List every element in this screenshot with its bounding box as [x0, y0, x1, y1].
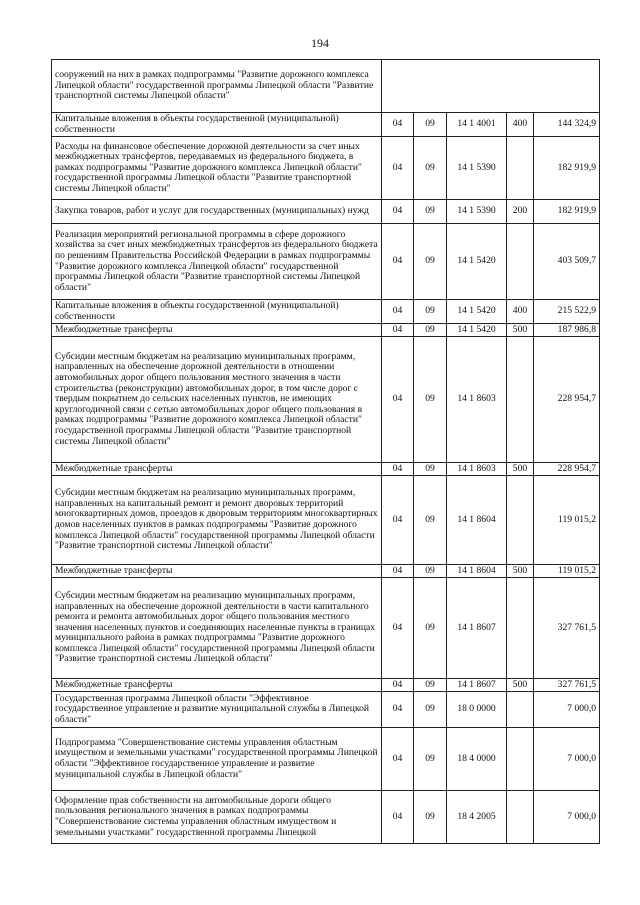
budget-table-body: [52, 60, 600, 844]
row-name: Межбюджетные трансферты: [52, 463, 382, 476]
row-subsection: 09: [414, 565, 447, 578]
row-kind: [507, 578, 534, 679]
row-amount: 7 000,0: [534, 692, 600, 728]
row-kind: 500: [507, 679, 534, 692]
row-name: Капитальные вложения в объекты государственной (муниципальной) собственности: [52, 300, 382, 324]
row-name: Межбюджетные трансферты: [52, 679, 382, 692]
row-subsection: 09: [414, 692, 447, 728]
row-name: Закупка товаров, работ и услуг для государственных (муниципальных) нужд: [52, 200, 382, 224]
row-subsection: 09: [414, 137, 447, 200]
row-article: 14 1 5390: [447, 137, 507, 200]
row-subsection: 09: [414, 463, 447, 476]
row-amount: 327 761,5: [534, 578, 600, 679]
row-section: 04: [382, 337, 414, 463]
row-subsection: 09: [414, 200, 447, 224]
row-subsection: 09: [414, 791, 447, 844]
row-name: Субсидии местным бюджетам на реализацию муниципальных программ, направленных на обеспечение дорожной деятельности в отношении автомобильных дорог общего пользования местного значения в части строительства (реконструкции) автомобильных дорог, в том числе дорог с твердым покрытием до сельских населенных пунктов, не имеющих круглогодичной связи с сетью автомобильных дорог общего пользования в рамках подпрограммы "Развитие дорожного комплекса Липецкой области" государственной программы Липецкой области "Развитие транспортной системы Липецкой области": [52, 337, 382, 463]
row-amount: 7 000,0: [534, 791, 600, 844]
row-article: 14 1 5420: [447, 324, 507, 337]
row-empty-cells: [382, 60, 600, 113]
row-name: Подпрограмма "Совершенствование системы управления областным имуществом и земельными участками" государственной программы Липецкой области "Эффективное государственное управление и развитие муниципальной службы в Липецкой области": [52, 728, 382, 791]
row-name: Оформление прав собственности на автомобильные дороги общего пользования регионального значения в рамках подпрограммы "Совершенствование системы управления областным имуществом и земельными участками" государственной программы Липецкой: [52, 791, 382, 844]
table-row: [52, 337, 600, 463]
row-article: 14 1 8604: [447, 476, 507, 565]
row-subsection: 09: [414, 679, 447, 692]
row-article: 14 1 5420: [447, 224, 507, 300]
row-kind: 400: [507, 300, 534, 324]
table-row: [52, 300, 600, 324]
row-kind: 500: [507, 463, 534, 476]
row-name: Реализация мероприятий региональной программы в сфере дорожного хозяйства за счет иных межбюджетных трансфертов из федерального бюджета по решениям Правительства Российской Федерации в рамках подпрограммы "Развитие дорожного комплекса Липецкой области" государственной программы Липецкой области "Развитие транспортной системы Липецкой области": [52, 224, 382, 300]
row-subsection: 09: [414, 224, 447, 300]
row-subsection: 09: [414, 476, 447, 565]
table-row: [52, 224, 600, 300]
row-subsection: 09: [414, 300, 447, 324]
row-section: 04: [382, 113, 414, 137]
row-section: 04: [382, 224, 414, 300]
row-kind: 200: [507, 200, 534, 224]
row-article: 14 1 8604: [447, 565, 507, 578]
table-row: [52, 60, 600, 113]
table-row: [52, 137, 600, 200]
row-subsection: 09: [414, 337, 447, 463]
row-name: Межбюджетные трансферты: [52, 324, 382, 337]
row-name: сооружений на них в рамках подпрограммы "Развитие дорожного комплекса Липецкой области" государственной программы Липецкой области "Развитие транспортной системы Липецкой области": [52, 60, 382, 113]
row-article: 14 1 4001: [447, 113, 507, 137]
row-section: 04: [382, 679, 414, 692]
row-amount: 187 986,8: [534, 324, 600, 337]
row-kind: [507, 137, 534, 200]
row-amount: 7 000,0: [534, 728, 600, 791]
table-row: [52, 578, 600, 679]
row-article: 18 4 0000: [447, 728, 507, 791]
row-article: 14 1 8603: [447, 463, 507, 476]
row-amount: 228 954,7: [534, 337, 600, 463]
row-section: 04: [382, 728, 414, 791]
table-row: [52, 200, 600, 224]
row-article: 14 1 8607: [447, 679, 507, 692]
row-kind: [507, 728, 534, 791]
table-row: [52, 113, 600, 137]
row-amount: 182 919,9: [534, 200, 600, 224]
row-section: 04: [382, 200, 414, 224]
table-row: [52, 791, 600, 844]
table-row: [52, 463, 600, 476]
row-section: 04: [382, 324, 414, 337]
row-kind: [507, 692, 534, 728]
row-kind: [507, 791, 534, 844]
row-article: 18 4 2005: [447, 791, 507, 844]
table-row: [52, 324, 600, 337]
row-kind: 500: [507, 324, 534, 337]
row-subsection: 09: [414, 728, 447, 791]
row-name: Субсидии местным бюджетам на реализацию муниципальных программ, направленных на капитальный ремонт и ремонт дворовых территорий многоквартирных домов, проездов к дворовым территориям многоквартирных домов населенных пунктов в рамках подпрограммы "Развитие дорожного комплекса Липецкой области" государственной программы Липецкой области "Развитие транспортной системы Липецкой области": [52, 476, 382, 565]
table-row: [52, 692, 600, 728]
row-subsection: 09: [414, 578, 447, 679]
budget-table: [51, 59, 600, 844]
row-name: Расходы на финансовое обеспечение дорожной деятельности за счет иных межбюджетных трансфертов, передаваемых из федерального бюджета, в рамках подпрограммы "Развитие дорожного комплекса Липецкой области" государственной программы Липецкой области "Развитие транспортной системы Липецкой области": [52, 137, 382, 200]
row-kind: [507, 337, 534, 463]
row-amount: 119 015,2: [534, 565, 600, 578]
row-section: 04: [382, 476, 414, 565]
table-row: [52, 679, 600, 692]
row-name: Субсидии местным бюджетам на реализацию муниципальных программ, направленных на обеспечение дорожной деятельности в части капитального ремонта и ремонта автомобильных дорог общего пользования местного значения населенных пунктов и соединяющих населенные пункты в границах муниципального района в рамках подпрограммы "Развитие дорожного комплекса Липецкой области" государственной программы Липецкой области "Развитие транспортной системы Липецкой области": [52, 578, 382, 679]
row-name: Государственная программа Липецкой области "Эффективное государственное управление и развитие муниципальной службы в Липецкой области": [52, 692, 382, 728]
row-kind: 400: [507, 113, 534, 137]
row-subsection: 09: [414, 113, 447, 137]
table-row: [52, 728, 600, 791]
row-name: Капитальные вложения в объекты государственной (муниципальной) собственности: [52, 113, 382, 137]
row-name: Межбюджетные трансферты: [52, 565, 382, 578]
row-article: 14 1 8607: [447, 578, 507, 679]
row-section: 04: [382, 692, 414, 728]
row-kind: 500: [507, 565, 534, 578]
row-kind: [507, 224, 534, 300]
row-section: 04: [382, 578, 414, 679]
row-section: 04: [382, 565, 414, 578]
row-article: 14 1 5420: [447, 300, 507, 324]
row-section: 04: [382, 137, 414, 200]
table-row: [52, 476, 600, 565]
row-amount: 228 954,7: [534, 463, 600, 476]
row-amount: 403 509,7: [534, 224, 600, 300]
row-subsection: 09: [414, 324, 447, 337]
row-section: 04: [382, 300, 414, 324]
row-article: 14 1 5390: [447, 200, 507, 224]
row-amount: 144 324,9: [534, 113, 600, 137]
page-number: 194: [311, 36, 329, 50]
table-row: [52, 565, 600, 578]
row-section: 04: [382, 791, 414, 844]
row-amount: 327 761,5: [534, 679, 600, 692]
row-kind: [507, 476, 534, 565]
row-amount: 215 522,9: [534, 300, 600, 324]
row-section: 04: [382, 463, 414, 476]
row-amount: 182 919,9: [534, 137, 600, 200]
row-amount: 119 015,2: [534, 476, 600, 565]
row-article: 18 0 0000: [447, 692, 507, 728]
row-article: 14 1 8603: [447, 337, 507, 463]
